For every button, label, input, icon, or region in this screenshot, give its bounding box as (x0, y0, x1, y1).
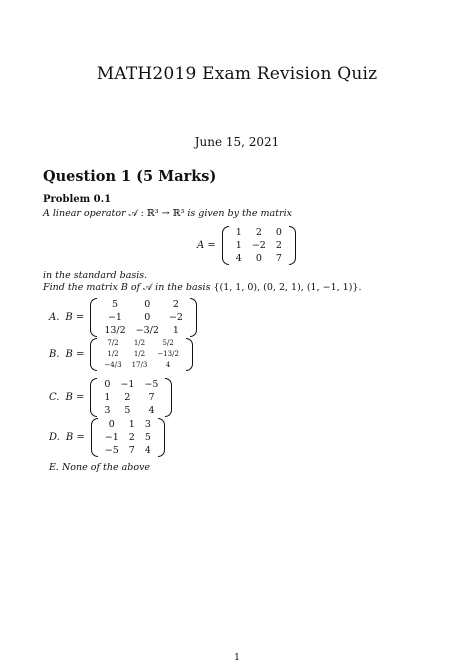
problem-statement (43, 208, 292, 219)
option-matrix-3-entries (100, 418, 156, 457)
matrix-entry: 4 (235, 253, 242, 264)
matrix-entry: 2 (275, 240, 282, 251)
matrix-entry: 1 (235, 227, 242, 238)
matrix-entry: 1/2 (133, 350, 146, 358)
matrix-entry: 3 (104, 405, 111, 416)
find-text-a: 𝒜 (143, 282, 153, 293)
matrix-entry: 1/2 (107, 350, 119, 358)
matrix-row (99, 404, 163, 417)
matrix-entry: 0 (255, 253, 262, 264)
matrix-a-equation (197, 226, 296, 265)
matrix-entry: 3 (144, 419, 151, 430)
matrix-row (99, 349, 183, 360)
statement-operator: 𝒜 : ℝ³ → ℝ³ (128, 208, 185, 219)
matrix-entry: 0 (108, 419, 115, 430)
option-c[interactable] (49, 378, 172, 417)
matrix-entry: 7 (148, 392, 155, 403)
matrix-row (231, 226, 287, 239)
option-matrix-0-entries (99, 298, 188, 337)
matrix-entry: 1/2 (133, 339, 146, 347)
option-matrix-0-right-bracket (190, 298, 197, 337)
matrix-entry: 2 (255, 227, 262, 238)
matrix-entry: 2 (128, 432, 135, 443)
option-d[interactable] (49, 418, 165, 457)
matrix-row (100, 431, 156, 444)
option-matrix-2-entries (99, 378, 163, 417)
option-b-label: B. (49, 349, 60, 360)
option-matrix-3-right-bracket (158, 418, 165, 457)
matrix-entry: −5 (144, 379, 159, 390)
matrix-entry: 4 (144, 445, 151, 456)
option-d-matrix (91, 418, 165, 457)
matrix-entry: 1 (104, 392, 111, 403)
matrix-a-left-bracket (222, 226, 229, 265)
document-date: June 15, 2021 (194, 135, 280, 149)
matrix-entry: 5 (144, 432, 151, 443)
option-matrix-1-left-bracket (90, 338, 97, 371)
matrix-entry: 5 (124, 405, 131, 416)
find-text-3: in the basis (152, 282, 214, 293)
matrix-row (231, 239, 287, 252)
find-text-2: of (127, 282, 144, 293)
matrix-entry: −13/2 (157, 350, 179, 358)
matrix-row (100, 418, 156, 431)
question-heading: Question 1 (5 Marks) (43, 168, 217, 185)
matrix-entry: −2 (251, 240, 266, 251)
matrix-entry: −2 (168, 312, 183, 323)
matrix-row (99, 378, 163, 391)
matrix-row (99, 338, 183, 349)
option-e[interactable]: E. None of the above (49, 462, 151, 473)
matrix-entry: 2 (124, 392, 131, 403)
matrix-row (100, 444, 156, 457)
matrix-entry: 4 (148, 405, 155, 416)
option-matrix-2-right-bracket (165, 378, 172, 417)
option-b-lhs: B = (65, 349, 85, 360)
matrix-row (99, 391, 163, 404)
option-d-label: D. (49, 432, 60, 443)
matrix-entry: 7 (128, 445, 135, 456)
matrix-entry: −1 (104, 432, 119, 443)
matrix-entry: 1 (128, 419, 135, 430)
option-matrix-1-entries (99, 338, 183, 371)
option-a[interactable] (49, 298, 197, 337)
matrix-entry: 5/2 (162, 339, 174, 347)
option-a-matrix (90, 298, 197, 337)
option-b[interactable] (49, 338, 193, 371)
option-b-matrix (90, 338, 192, 371)
statement-text-2: is given by the matrix (184, 208, 292, 219)
matrix-a (222, 226, 296, 265)
matrix-entry: 7/2 (107, 339, 119, 347)
matrix-entry: 0 (144, 312, 151, 323)
matrix-a-right-bracket (289, 226, 296, 265)
option-c-lhs: B = (65, 392, 85, 403)
option-a-lhs: B = (65, 312, 85, 323)
option-matrix-1-right-bracket (186, 338, 193, 371)
option-c-label: C. (49, 392, 60, 403)
find-text-1: Find the matrix (43, 282, 121, 293)
matrix-entry: 7 (275, 253, 282, 264)
matrix-entry: 0 (275, 227, 282, 238)
matrix-entry: −5 (104, 445, 119, 456)
option-matrix-0-left-bracket (90, 298, 97, 337)
matrix-a-entries (231, 226, 287, 265)
find-text-b: B (120, 282, 128, 293)
matrix-entry: 2 (172, 299, 179, 310)
matrix-entry: −1 (120, 379, 135, 390)
page-number: 1 (233, 652, 241, 663)
option-a-label: A. (49, 312, 60, 323)
option-matrix-2-left-bracket (90, 378, 97, 417)
matrix-entry: 0 (104, 379, 111, 390)
option-matrix-3-left-bracket (91, 418, 98, 457)
find-text-basis: {(1, 1, 0), (0, 2, 1), (1, −1, 1)}. (213, 282, 362, 293)
standard-basis-text: in the standard basis. (43, 270, 148, 281)
problem-label: Problem 0.1 (43, 194, 112, 205)
matrix-entry: −1 (107, 312, 122, 323)
document-title: MATH2019 Exam Revision Quiz (96, 64, 378, 84)
matrix-entry: 1 (235, 240, 242, 251)
matrix-entry: −4/3 (104, 361, 122, 369)
matrix-entry: 17/3 (131, 361, 148, 369)
matrix-entry: −3/2 (135, 325, 159, 336)
matrix-entry: 13/2 (104, 325, 126, 336)
matrix-row (99, 311, 188, 324)
matrix-entry: 0 (144, 299, 151, 310)
option-d-lhs: B = (65, 432, 85, 443)
statement-text-1: A linear operator (43, 208, 129, 219)
option-c-matrix (90, 378, 172, 417)
matrix-row (231, 252, 287, 265)
find-matrix-text (43, 282, 362, 293)
matrix-entry: 1 (172, 325, 179, 336)
matrix-entry: 4 (165, 361, 171, 369)
matrix-entry: 5 (111, 299, 118, 310)
matrix-row (99, 298, 188, 311)
matrix-row (99, 360, 183, 371)
matrix-row (99, 324, 188, 337)
matrix-a-label: A = (197, 240, 216, 251)
